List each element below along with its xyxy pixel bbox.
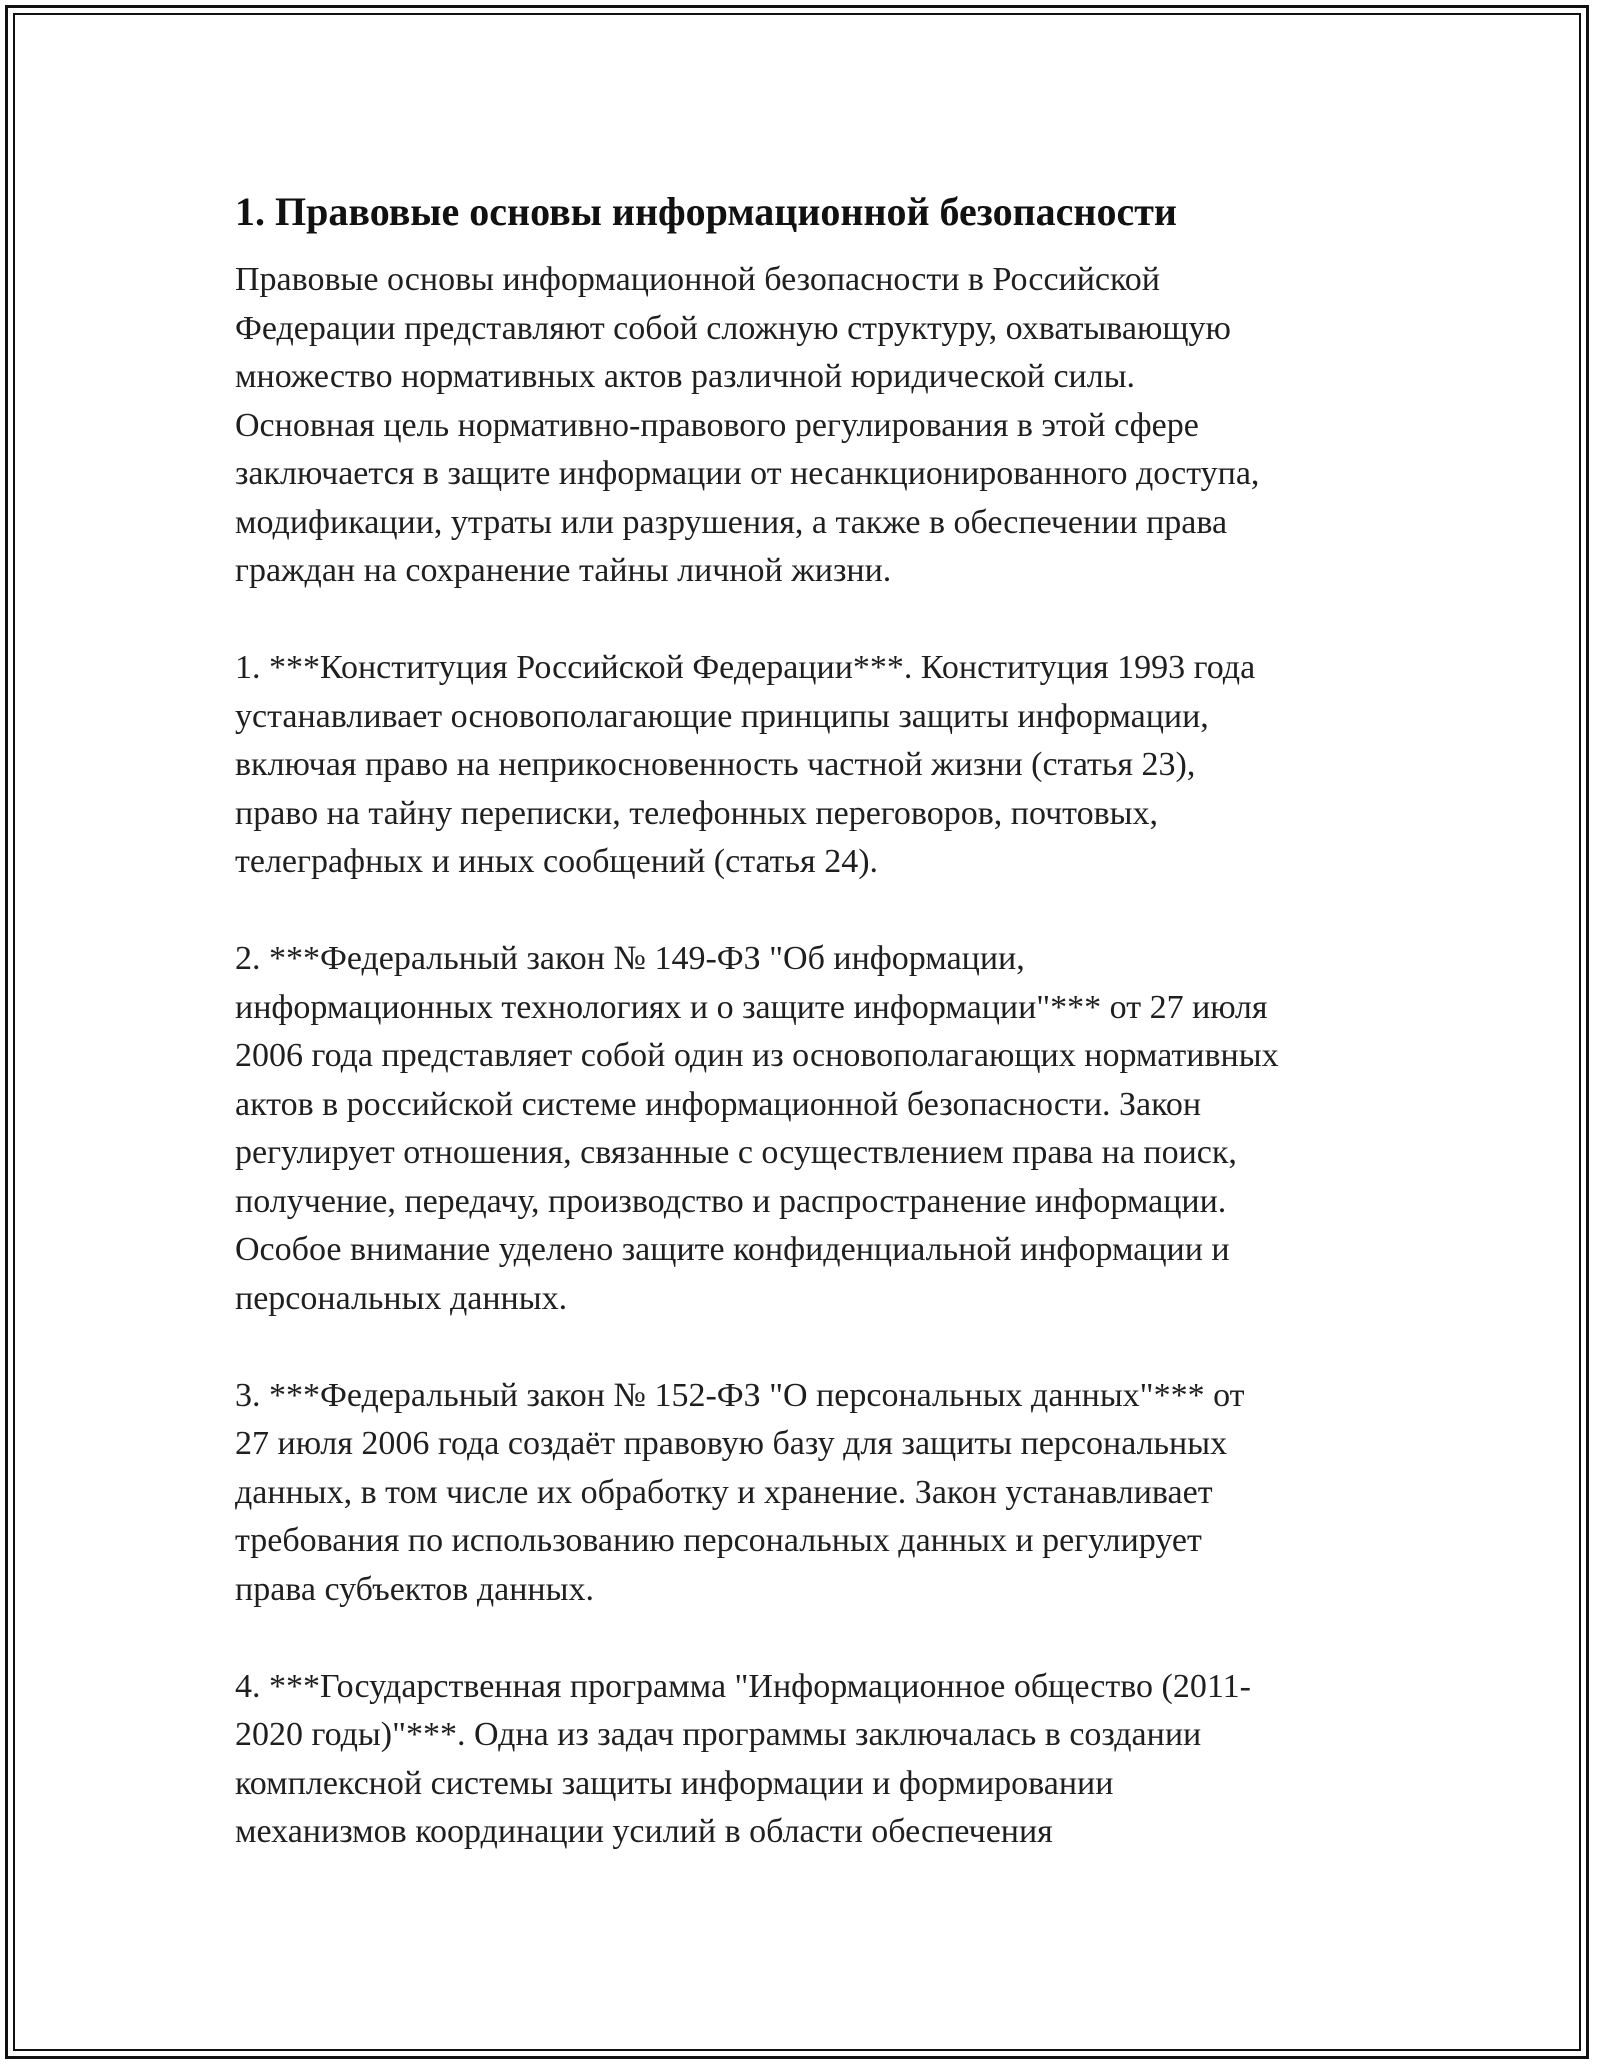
- list-item-state-program: 4. ***Государственная программа "Информационное общество (2011- 2020 годы)"***. Одна из задач программы заключалась в создании комплексной системы защиты информации и формировании механизмов координации усилий в области обеспечения: [235, 1667, 1251, 1850]
- intro-paragraph: Правовые основы информационной безопасности в Российской Федерации представляют собой сложную структуру, охватывающую множество нормативных актов различной юридической силы. Основная цель нормативно-правового регулирования в этой сфере заключается в защите информации от несанкционированного доступа, модификации, утраты или разрушения, а также в обеспечении права граждан на сохранение тайны личной жизни.: [235, 261, 1260, 589]
- list-item-constitution: 1. ***Конституция Российской Федерации***. Конституция 1993 года устанавливает основополагающие принципы защиты информации, включая право на неприкосновенность частной жизни (статья 23), право на тайну переписки, телефонных переговоров, почтовых, телеграфных и иных сообщений (статья 24).: [235, 649, 1256, 880]
- list-item-law-152: 3. ***Федеральный закон № 152-ФЗ "О персональных данных"*** от 27 июля 2006 года создаёт правовую базу для защиты персональных данных, в том числе их обработку и хранение. Закон устанавливает требования по использованию персональных данных и регулирует права субъектов данных.: [235, 1376, 1245, 1608]
- document-body: [235, 186, 1385, 1905]
- section-heading: 1. Правовые основы информационной безопасности: [235, 189, 1177, 234]
- list-item-law-149: 2. ***Федеральный закон № 149-ФЗ "Об информации, информационных технологиях и о защите информации"*** от 27 июля 2006 года представляет собой один из основополагающих нормативных актов в российской системе информационной безопасности. Закон регулирует отношения, связанные с осуществлением права на поиск, получение, передачу, производство и распространение информации. Особое внимание уделено защите конфиденциальной информации и персональных данных.: [235, 940, 1279, 1317]
